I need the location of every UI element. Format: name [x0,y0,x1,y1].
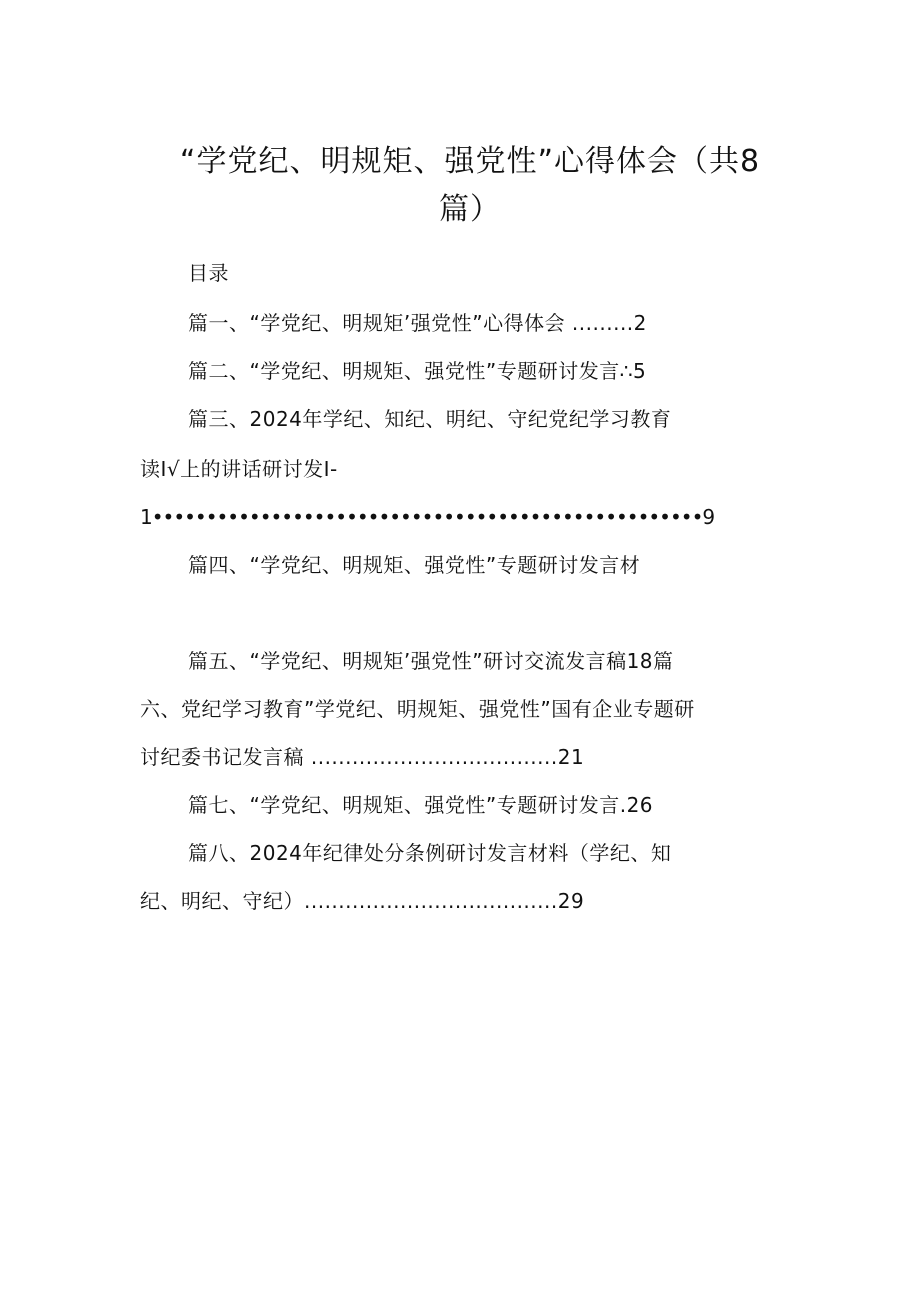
toc-entry-6-line-2: 讨纪委书记发言稿 ....................................21 [140,745,585,769]
toc-entry-7: 篇七、“学党纪、明规矩、强党性”专题研讨发言.26 [188,793,654,817]
toc-entry-3-line-2: 读I√上的讲话研讨发I- [140,457,338,481]
toc-entry-3-line-3: 1•••••••••••••••••••••••••••••••••••••••••••••••••••9 [140,505,715,529]
toc-entry-8-line-2: 纪、明纪、守纪）.....................................29 [140,889,585,913]
toc-entry-2: 篇二、“学党纪、明规矩、强党性”专题研讨发言∴5 [188,359,647,383]
toc-entry-5: 篇五、“学党纪、明规矩’强党性”研讨交流发言稿18篇 [188,649,674,673]
toc-entry-3-line-1: 篇三、2024年学纪、知纪、明纪、守纪党纪学习教育 [188,407,672,431]
toc-entry-1: 篇一、“学党纪、明规矩’强党性”心得体会 .........2 [188,311,647,335]
document-title-line-1: “学党纪、明规矩、强党性”心得体会（共8 [179,144,761,179]
toc-entry-6-line-1: 六、党纪学习教育”学党纪、明规矩、强党性”国有企业专题研 [140,697,695,721]
document-title-line-2: 篇） [439,192,501,227]
toc-entry-4: 篇四、“学党纪、明规矩、强党性”专题研讨发言材 [188,553,641,577]
toc-heading: 目录 [188,261,229,285]
toc-entry-8-line-1: 篇八、2024年纪律处分条例研讨发言材料（学纪、知 [188,841,672,865]
